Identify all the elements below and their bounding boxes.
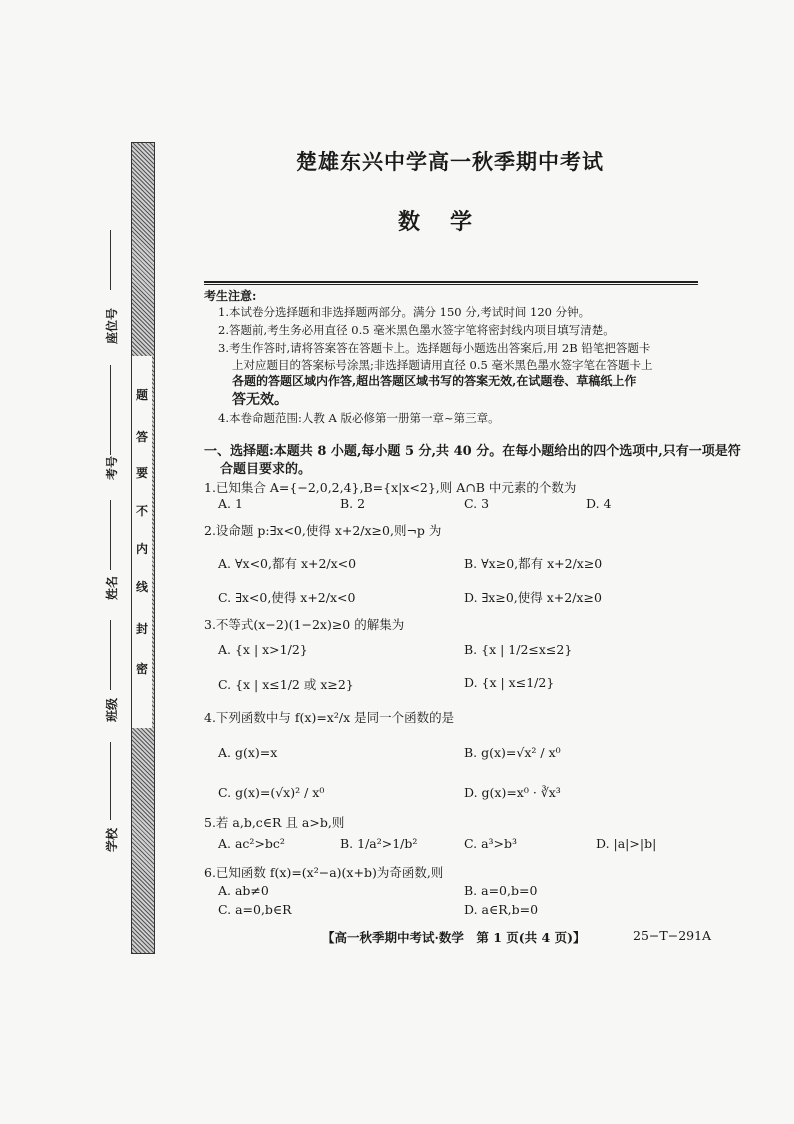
option: C. ∃x<0,使得 x+2/x<0	[218, 590, 356, 605]
question-3: 3.不等式(x−2)(1−2x)≥0 的解集为	[204, 617, 405, 632]
paper-code: 25−T−291A	[633, 928, 712, 943]
exam-title: 楚雄东兴中学高一秋季期中考试	[296, 149, 604, 174]
option: B. 1/a²>1/b²	[340, 836, 418, 851]
seal-char: 线	[135, 580, 148, 594]
option: D. ∃x≥0,使得 x+2/x≥0	[464, 590, 602, 605]
option: A. ab≠0	[218, 883, 269, 898]
label-exam-no: 考号	[105, 455, 119, 480]
option: C. 3	[464, 496, 490, 511]
label-school: 学校	[105, 827, 119, 852]
option: D. a∈R,b=0	[464, 902, 539, 917]
option: C. a³>b³	[464, 836, 518, 851]
top-rule-thin	[204, 284, 698, 285]
question-2: 2.设命题 p:∃x<0,使得 x+2/x≥0,则¬p 为	[204, 523, 442, 538]
option: D. g(x)=x⁰ · ∛x³	[464, 785, 561, 800]
notice-item: 2.答题前,考生务必用直径 0.5 毫米黑色墨水签字笔将密封线内项目填写清楚。	[218, 323, 615, 337]
seal-char: 密	[135, 662, 148, 676]
name-line	[110, 500, 111, 570]
option: C. {x | x≤1/2 或 x≥2}	[218, 677, 354, 692]
option: A. 1	[218, 496, 243, 511]
option: A. g(x)=x	[218, 745, 278, 760]
option: B. a=0,b=0	[464, 883, 538, 898]
notice-heading: 考生注意:	[204, 289, 257, 303]
option: B. 2	[340, 496, 366, 511]
seal-char: 要	[135, 466, 148, 480]
seal-char: 内	[135, 542, 148, 556]
seal-char: 答	[135, 430, 148, 444]
option: C. g(x)=(√x)² / x⁰	[218, 785, 325, 800]
question-6: 6.已知函数 f(x)=(x²−a)(x+b)为奇函数,则	[204, 865, 444, 880]
notice-item: 1.本试卷分选择题和非选择题两部分。满分 150 分,考试时间 120 分钟。	[218, 305, 591, 319]
subject-title: 数学	[397, 209, 502, 235]
option: D. {x | x≤1/2}	[464, 675, 555, 690]
option: D. 4	[586, 496, 612, 511]
label-seat: 座位号	[105, 307, 119, 344]
label-name: 姓名	[105, 575, 119, 600]
option: A. ac²>bc²	[218, 836, 285, 851]
seal-char: 封	[135, 622, 148, 636]
school-line	[110, 742, 111, 820]
option: A. ∀x<0,都有 x+2/x<0	[218, 556, 357, 571]
seal-char: 题	[135, 388, 148, 402]
question-4: 4.下列函数中与 f(x)=x²/x 是同一个函数的是	[204, 710, 455, 725]
class-line	[110, 620, 111, 690]
question-5: 5.若 a,b,c∈R 且 a>b,则	[204, 815, 345, 830]
notice-item: 各题的答题区域内作答,超出答题区域书写的答案无效,在试题卷、草稿纸上作	[232, 374, 637, 388]
seal-char: 不	[135, 504, 148, 518]
page-footer: 【高一秋季期中考试·数学 第 1 页(共 4 页)】	[322, 930, 586, 945]
option: B. g(x)=√x² / x⁰	[464, 745, 561, 760]
notice-item: 答无效。	[232, 392, 288, 408]
exam-no-line	[110, 365, 111, 455]
label-class: 班级	[105, 697, 119, 722]
section-heading: 一、选择题:本题共 8 小题,每小题 5 分,共 40 分。在每小题给出的四个选项中,只有一项是符	[204, 444, 741, 459]
section-heading-cont: 合题目要求的。	[220, 462, 312, 477]
option: A. {x | x>1/2}	[218, 642, 308, 657]
option: B. {x | 1/2≤x≤2}	[464, 642, 573, 657]
top-rule	[204, 281, 698, 283]
option: D. |a|>|b|	[596, 836, 657, 851]
option: C. a=0,b∈R	[218, 902, 292, 917]
notice-item: 4.本卷命题范围:人教 A 版必修第一册第一章~第三章。	[218, 411, 500, 425]
seat-line	[110, 230, 111, 290]
option: B. ∀x≥0,都有 x+2/x≥0	[464, 556, 603, 571]
question-1: 1.已知集合 A={−2,0,2,4},B={x|x<2},则 A∩B 中元素的个数为	[204, 480, 577, 495]
notice-item: 上对应题目的答案标号涂黑;非选择题请用直径 0.5 毫米黑色墨水签字笔在答题卡上	[232, 358, 653, 372]
notice-item: 3.考生作答时,请将答案答在答题卡上。选择题每小题选出答案后,用 2B 铅笔把答题卡	[218, 341, 651, 355]
